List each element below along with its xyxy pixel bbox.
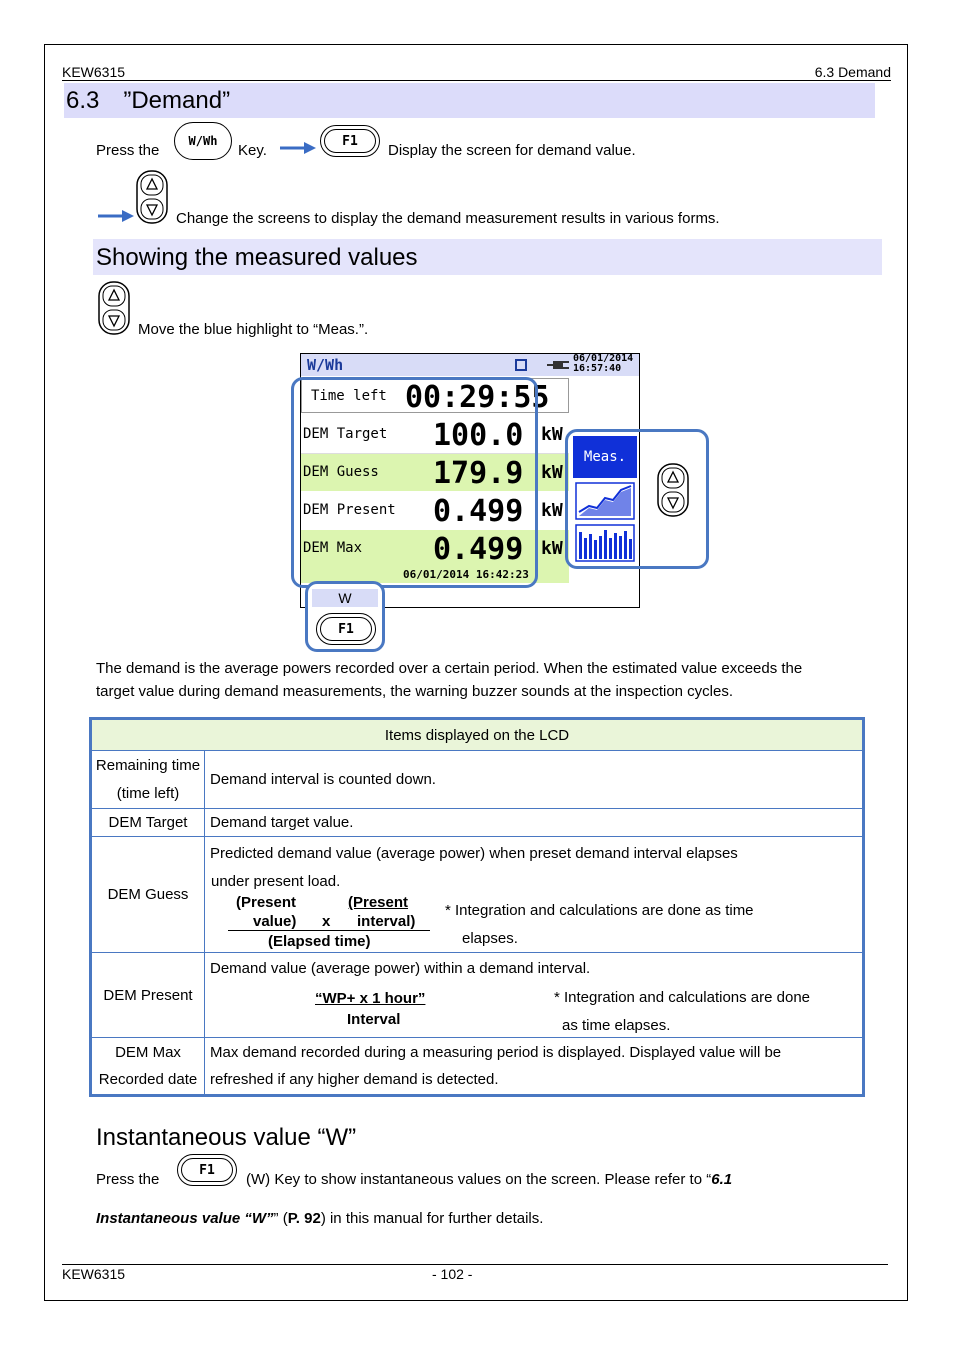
lcd-title: W/Wh bbox=[307, 356, 344, 374]
table-desc-cell: Demand interval is counted down. bbox=[205, 751, 864, 809]
lcd-date: 06/01/2014 bbox=[573, 353, 634, 364]
lcd-unit: kW bbox=[541, 424, 563, 445]
formula-num: interval) bbox=[357, 913, 416, 930]
table-desc-cell: Demand target value. bbox=[205, 809, 864, 837]
table-row bbox=[91, 837, 864, 953]
arrow-right-icon bbox=[280, 141, 316, 155]
lcd-label: Time left bbox=[311, 388, 387, 404]
f1-key-icon bbox=[320, 125, 380, 157]
formula-op: x bbox=[322, 913, 331, 930]
table-row bbox=[91, 751, 864, 809]
change-text: Change the screens to display the demand measurement results in various forms. bbox=[176, 210, 720, 227]
header-rule bbox=[62, 80, 891, 81]
footer-rule bbox=[62, 1264, 888, 1265]
table-item-cell: DEM Target bbox=[91, 809, 205, 837]
inst-text-part: (W) Key to show instantaneous values on the screen. Please refer to “ bbox=[246, 1171, 712, 1188]
inst-text-part: ” ( bbox=[273, 1210, 288, 1227]
table-row bbox=[91, 1038, 864, 1096]
w-tab-label: W bbox=[312, 589, 378, 607]
wwh-key-icon: W/Wh bbox=[174, 122, 232, 160]
fraction-bar bbox=[228, 930, 430, 931]
up-down-key-icon bbox=[657, 463, 689, 517]
lcd-value: 0.499 bbox=[433, 532, 524, 567]
table-item-cell: DEM Guess bbox=[91, 837, 205, 953]
press-the-text: Press the bbox=[96, 142, 160, 159]
f1-key-label: F1 bbox=[320, 617, 372, 641]
item-name: DEM Max bbox=[115, 1044, 181, 1061]
header-section: 6.3 Demand bbox=[814, 64, 891, 80]
page-ref: P. 92 bbox=[287, 1210, 321, 1227]
desc-text: under present load. bbox=[211, 873, 341, 890]
note-text: as time elapses. bbox=[562, 1017, 671, 1034]
lcd-label: DEM Present bbox=[303, 502, 396, 518]
display-text: Display the screen for demand value. bbox=[388, 142, 636, 159]
lcd-value: 00:29:55 bbox=[405, 380, 550, 415]
desc-text: Demand value (average power) within a demand interval. bbox=[210, 960, 591, 977]
f1-key-icon bbox=[177, 1154, 237, 1186]
lcd-label: DEM Target bbox=[303, 426, 388, 442]
desc-text: Predicted demand value (average power) when preset demand interval elapses bbox=[210, 845, 738, 862]
ref-title: Instantaneous value “W” bbox=[96, 1210, 274, 1227]
table-row bbox=[91, 953, 864, 1038]
up-down-key-icon bbox=[136, 170, 168, 224]
formula-num: “WP+ x 1 hour” bbox=[315, 990, 426, 1007]
lcd-unit: kW bbox=[541, 538, 563, 559]
formula-den: (Elapsed time) bbox=[268, 933, 371, 950]
subsection-title: Showing the measured values bbox=[93, 239, 882, 275]
section-title: 6.3 ”Demand” bbox=[64, 83, 875, 118]
table-header: Items displayed on the LCD bbox=[91, 719, 864, 751]
lcd-value: 0.499 bbox=[433, 494, 524, 529]
formula-num: value) bbox=[253, 913, 297, 930]
header-model: KEW6315 bbox=[62, 64, 126, 80]
plug-icon bbox=[547, 359, 569, 371]
ref-number: 6.1 bbox=[711, 1171, 733, 1188]
item-name: Remaining time bbox=[95, 756, 201, 774]
table-row bbox=[91, 809, 864, 837]
lcd-items-table bbox=[89, 717, 865, 1097]
lcd-value: 179.9 bbox=[433, 456, 524, 491]
item-name: (time left) bbox=[116, 784, 180, 802]
note-text: * Integration and calculations are done as time bbox=[445, 902, 754, 919]
values-highlight-box bbox=[291, 377, 538, 588]
table-desc-cell bbox=[205, 837, 864, 953]
desc-text: Max demand recorded during a measuring period is displayed. Displayed value will be bbox=[210, 1044, 782, 1061]
f1-key-label: F1 bbox=[324, 129, 376, 153]
inst-text bbox=[246, 1171, 732, 1188]
note-text: elapses. bbox=[462, 930, 518, 947]
table-item-cell bbox=[91, 1038, 205, 1096]
page-number: - 102 - bbox=[432, 1266, 473, 1282]
inst-text-part: ) in this manual for further details. bbox=[320, 1210, 544, 1227]
demand-description-line1: The demand is the average powers recorded over a certain period. When the estimated value exceeds the bbox=[96, 660, 803, 677]
f1-key-label: F1 bbox=[181, 1158, 233, 1182]
key-text: Key. bbox=[238, 142, 267, 159]
desc-text: refreshed if any higher demand is detected. bbox=[210, 1071, 499, 1088]
item-name: Recorded date bbox=[98, 1071, 198, 1088]
lcd-unit: kW bbox=[541, 462, 563, 483]
f1-key-icon bbox=[316, 613, 376, 645]
lcd-value: 100.0 bbox=[433, 418, 524, 453]
lcd-recorded-date: 06/01/2014 16:42:23 bbox=[403, 568, 529, 581]
footer-model: KEW6315 bbox=[62, 1266, 126, 1282]
formula-num: (Present bbox=[348, 894, 409, 911]
formula-den: Interval bbox=[347, 1011, 401, 1028]
formula-num: (Present bbox=[236, 894, 297, 911]
lcd-datetime bbox=[573, 354, 633, 374]
arrow-right-icon bbox=[98, 209, 134, 223]
table-item-cell: DEM Present bbox=[91, 953, 205, 1038]
table-desc-cell bbox=[205, 1038, 864, 1096]
lcd-unit: kW bbox=[541, 500, 563, 521]
move-text: Move the blue highlight to “Meas.”. bbox=[138, 321, 369, 338]
table-desc-cell bbox=[205, 953, 864, 1038]
note-text: * Integration and calculations are done bbox=[554, 989, 811, 1006]
up-down-key-icon bbox=[98, 281, 130, 335]
demand-description-line2: target value during demand measurements, the warning buzzer sounds at the inspection cycles. bbox=[96, 683, 734, 700]
inst-text-line2 bbox=[96, 1210, 543, 1227]
memory-card-icon bbox=[514, 358, 528, 372]
instantaneous-title: Instantaneous value “W” bbox=[96, 1124, 357, 1151]
lcd-time: 16:57:40 bbox=[573, 363, 622, 374]
table-item-cell bbox=[91, 751, 205, 809]
lcd-label: DEM Max bbox=[303, 540, 363, 556]
press-the-text: Press the bbox=[96, 1171, 160, 1188]
meas-menu-item[interactable]: Meas. bbox=[573, 436, 637, 478]
lcd-label: DEM Guess bbox=[303, 464, 379, 480]
